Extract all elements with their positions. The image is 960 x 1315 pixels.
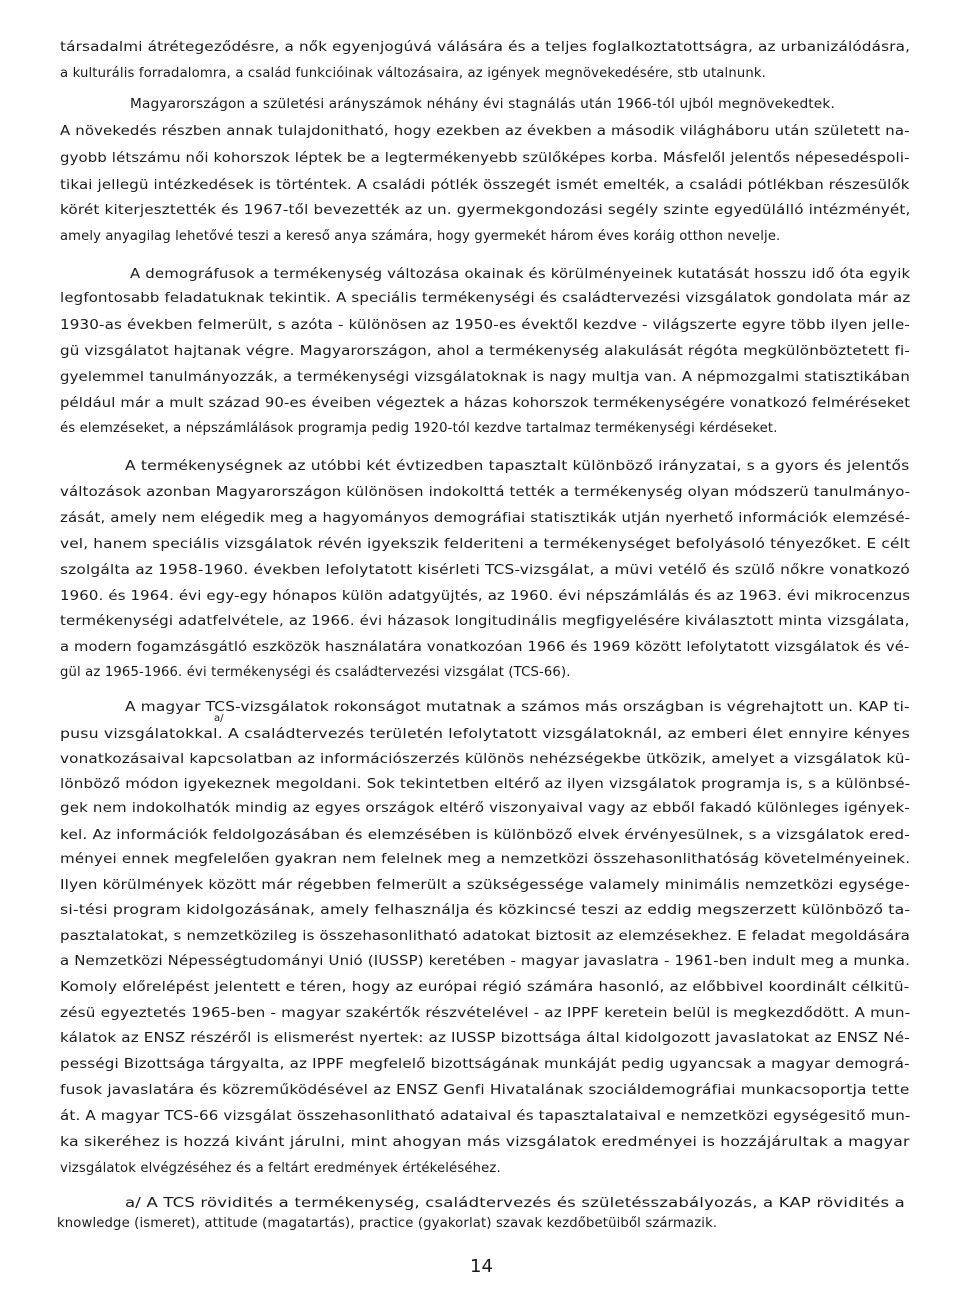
text-line: amely anyagilag lehetővé teszi a kereső anya számára, hogy gyermekét három éves koráig otthon nevelje. [60, 229, 781, 244]
text-line: át. A magyar TCS-66 vizsgálat összehasonlitható adataival és tapasztalataival e nemzetközi egységesitő mun- [60, 1109, 911, 1124]
text-line: gü vizsgálatot hajtanak végre. Magyarországon, ahol a termékenység alakulását régóta megkülönböztetett fi- [60, 344, 911, 359]
text-line: A magyar TCS-vizsgálatok rokonságot mutatnak a számos más országban is végrehajtott un. KAP ti- [125, 700, 910, 715]
text-line: a modern fogamzásgátló eszközök használatára vonatkozóan 1966 és 1969 között lefolytatott vizsgálatok és vé- [60, 640, 910, 655]
text-line: Magyarországon a születési arányszámok néhány évi stagnálás után 1966-tól ujból megnövekedtek. [130, 97, 835, 112]
text-line: a Nemzetközi Népességtudományi Unió (IUSSP) keretében - magyar javaslatra - 1961-ben indult meg a munka. [60, 954, 910, 969]
text-line: si-tési program kidolgozásának, amely felhasználja és közkincsé teszi az eddig megszerzett különböző ta- [60, 903, 911, 918]
text-line: zását, amely nem elégedik meg a hagyományos demográfiai statisztikák utján nyerhető információk elemzésé- [60, 511, 911, 526]
text-line: kálatok az ENSZ részéről is elismerést nyertek: az IUSSP bizottsága által kidolgozott javaslatokat az ENSZ Né- [60, 1031, 910, 1046]
footnote-marker: a/ [214, 713, 224, 724]
text-line: pességi Bizottsága tárgyalta, az IPPF megfelelő bizottságának munkáját pedig ugyancsak a magyar demográ- [60, 1057, 910, 1072]
text-line: ka sikeréhez is hozzá kivánt járulni, mint ahogyan más vizsgálatok eredményei is hozzájárultak a magyar [60, 1135, 910, 1150]
text-line: vel, hanem speciális vizsgálatok révén igyekszik felderiteni a termékenységet befolyásoló tényezőket. E célt [60, 537, 911, 552]
text-line: pusu vizsgálatokkal. A családtervezés területén lefolytatott vizsgálatoknál, az emberi élet ennyire kényes [60, 727, 910, 742]
text-line: pasztalatokat, s nemzetközileg is összehasonlitható adatokat biztosit az elemzésekhez. E feladat megoldására [60, 929, 911, 944]
text-line: társadalmi átrétegeződésre, a nők egyenjogúvá válására és a teljes foglalkoztatottságra, az urbanizálódásra, [60, 40, 911, 55]
text-line: A demográfusok a termékenység változása okainak és körülményeinek kutatását hosszu idő óta egyik [130, 267, 911, 282]
text-line: tikai jellegü intézkedések is történtek. A családi pótlék összegét ismét emelték, a családi pótlékban részesülők [60, 178, 910, 193]
text-line: zésü egyeztetés 1965-ben - magyar szakértők részvételével - az IPPF keretein belül is megkezdődött. A mun- [60, 1006, 911, 1021]
footnote-line: a/ A TCS rövidités a termékenység, családtervezés és születésszabályozás, a KAP rövidités a [125, 1196, 905, 1211]
text-line: A termékenységnek az utóbbi két évtizedben tapasztalt különböző irányzatai, s a gyors és jelentős [125, 459, 910, 474]
text-line: gek nem indokolhatók mindig az egyes országok eltérő viszonyaival vagy az ebből fakadó különleges igények- [60, 801, 910, 816]
text-line: Komoly előrelépést jelentett e téren, hogy az európai régió számára hasonló, az előbbivel koordinált célkitü- [60, 980, 910, 995]
text-line: 1930-as években felmerült, s azóta - különösen az 1950-es évektől kezdve - világszerte egyre több ilyen jelle- [60, 318, 911, 333]
text-line: Ilyen körülmények között már régebben felmerült a szükségessége valamely minimális nemzetközi egysége- [60, 878, 910, 893]
text-line: fusok javaslatára és közreműködésével az ENSZ Genfi Hivatalának szociáldemográfiai munkacsoportja tette [60, 1083, 910, 1098]
text-line: vizsgálatok elvégzéséhez és a feltárt eredmények értékeléséhez. [60, 1161, 501, 1176]
text-line: szolgálta az 1958-1960. években lefolytatott kisérleti TCS-vizsgálat, a müvi vetélő és szülő nőkre vonatkozó [60, 563, 910, 578]
text-line: lönböző módon igyekeznek megoldani. Sok tekintetben eltérő az ilyen vizsgálatok programja is, s a különbsé- [60, 777, 911, 792]
text-line: ményei ennek megfelelően gyakran nem felelnek meg a nemzetközi összehasonlithatóság követelményeinek. [60, 852, 911, 867]
text-line: körét kiterjesztették és 1967-től bevezették az un. gyermekgondozási segély szinte egyedülálló intézményét, [60, 203, 911, 218]
page-number: 14 [470, 1256, 493, 1277]
text-line: kel. Az információk feldolgozásában és elemzésében is különböző elvek érvényesülnek, s a vizsgálatok ered- [60, 828, 910, 843]
text-line: vonatkozásaival kapcsolatban az információszerzés különös nehézségekbe ütközik, amelyet a vizsgálatok kü- [60, 752, 911, 767]
text-line: 1960. és 1964. évi egy-egy hónapos külön adatgyüjtés, az 1960. évi népszámlálás és az 1963. évi mikrocenzus [60, 589, 911, 604]
text-line: gyobb létszámu női kohorszok léptek be a legtermékenyebb szülőképes korba. Másfelől jelentős népesedéspoli- [60, 151, 910, 166]
text-line: például már a mult század 90-es éveiben végeztek a házas kohorszok termékenységére vonatkozó felméréseket [60, 396, 911, 411]
text-line: és elemzéseket, a népszámlálások programja pedig 1920-tól kezdve tartalmaz termékenységi kérdéseket. [60, 421, 778, 436]
text-line: a kulturális forradalomra, a család funkcióinak változásaira, az igények megnövekedésére, stb utalnunk. [60, 66, 766, 81]
text-line: legfontosabb feladatuknak tekintik. A speciális termékenységi és családtervezési vizsgálatok gondolata már az [60, 291, 911, 306]
text-line: gyelemmel tanulmányozzák, a termékenységi vizsgálatoknak is nagy multja van. A népmozgalmi statisztikában [60, 370, 910, 385]
text-line: A növekedés részben annak tulajdonitható, hogy ezekben az években a második világháboru után született na- [60, 124, 910, 139]
text-line: termékenységi adatfelvétele, az 1966. évi házasok longitudinális megfigyelésére kiválasztott minta vizsgálata, [60, 614, 910, 629]
footnote-line: knowledge (ismeret), attitude (magatartás), practice (gyakorlat) szavak kezdőbetüiből származik. [57, 1216, 718, 1231]
text-line: változások azonban Magyarországon különösen indokolttá tették a termékenység olyan módszerü tanulmányo- [60, 485, 911, 500]
text-line: gül az 1965-1966. évi termékenységi és családtervezési vizsgálat (TCS-66). [60, 665, 571, 680]
